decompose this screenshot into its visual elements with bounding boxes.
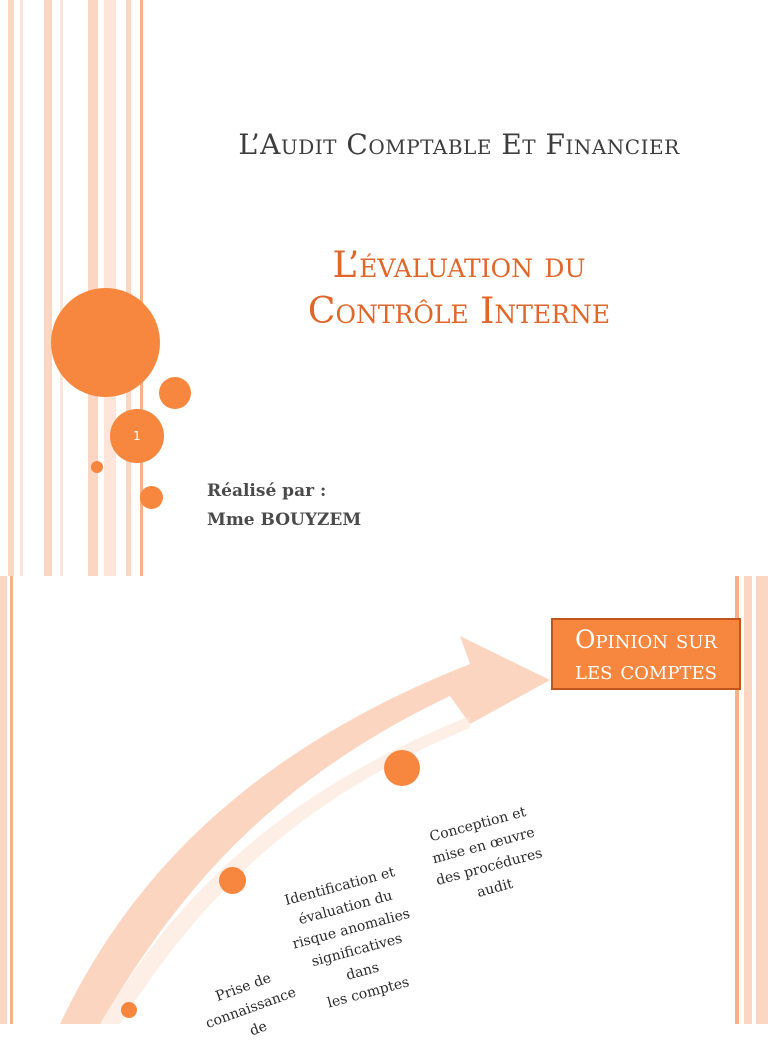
process-slide [0, 576, 768, 1040]
author-name: Mme BOUYZEM [207, 510, 362, 530]
step-marker-2 [219, 867, 246, 894]
decor-circle-large [51, 288, 160, 397]
page-number: 1 [133, 429, 141, 443]
subtitle-line-2: Contrôle Interne [307, 291, 611, 332]
decor-circle-tiny [91, 461, 103, 473]
decor-stripe [44, 0, 52, 576]
opinion-box [551, 618, 741, 690]
author-label: Réalisé par : [207, 481, 327, 501]
decor-stripe [8, 0, 14, 576]
step-3-label: Conception et mise en œuvre des procédures audit [427, 804, 545, 901]
decor-stripe [20, 0, 23, 576]
opinion-line-1: Opinion sur [574, 625, 718, 654]
decor-stripe [60, 0, 63, 576]
decor-stripe [126, 0, 131, 576]
step-2-label: Identification et évaluation du risque anomalies significatives dans les comptes [283, 864, 412, 1012]
subtitle-line-1: L’évaluation du [332, 245, 586, 286]
step-marker-1 [121, 1002, 137, 1018]
presentation-subtitle [150, 243, 768, 335]
step-1-label: Prise de connaissance de [203, 970, 299, 1040]
step-marker-3 [384, 750, 420, 786]
presentation-title: L’Audit Comptable Et Financier [238, 128, 680, 161]
decor-circle-medium [159, 377, 191, 409]
decor-circle-small [140, 486, 163, 509]
opinion-line-2: les comptes [575, 656, 717, 685]
